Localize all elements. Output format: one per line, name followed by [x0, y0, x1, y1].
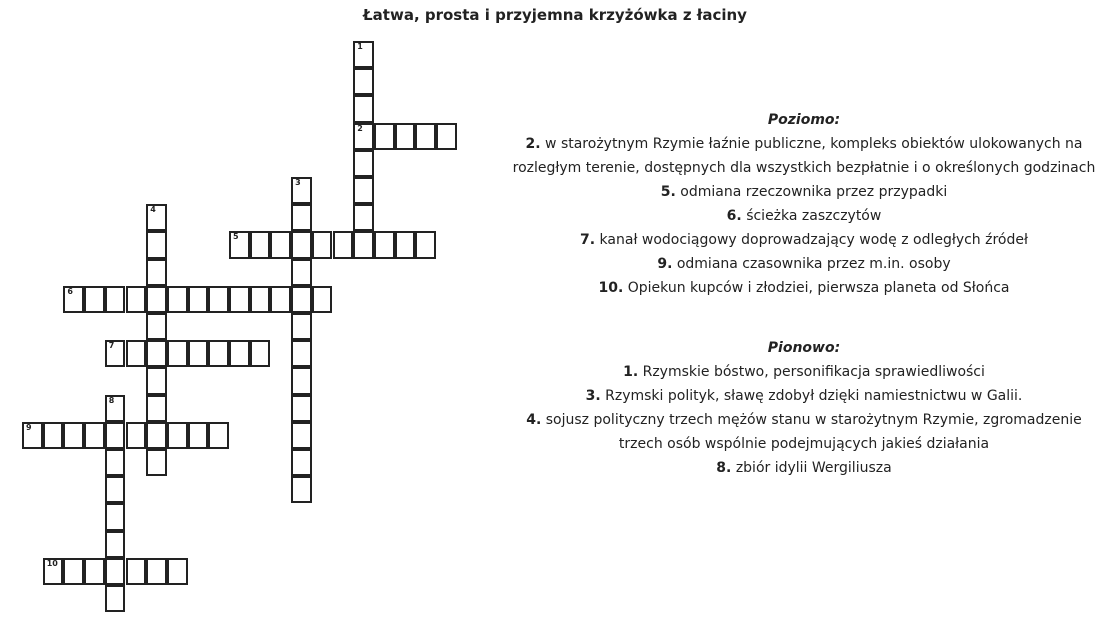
clue-item-number: 9.: [657, 256, 673, 272]
crossword-cell[interactable]: [353, 177, 374, 204]
crossword-cell[interactable]: [270, 231, 291, 258]
crossword-cell[interactable]: [63, 558, 84, 585]
clue-item: [505, 204, 1103, 228]
crossword-cell[interactable]: [43, 422, 64, 449]
crossword-cell[interactable]: [250, 286, 271, 313]
crossword-cell[interactable]: [105, 449, 126, 476]
crossword-cell[interactable]: [291, 259, 312, 286]
clue-item: [505, 384, 1103, 408]
crossword-cell[interactable]: [312, 286, 333, 313]
crossword-cell[interactable]: [146, 340, 167, 367]
clue-item-text: w starożytnym Rzymie łaźnie publiczne, kompleks obiektów ulokowanych na rozległym terenie, dostępnych dla wszystkich bezpłatnie i o określonych godzinach: [512, 136, 1096, 176]
clue-item: [505, 252, 1103, 276]
crossword-cell[interactable]: [188, 340, 209, 367]
crossword-cell[interactable]: [146, 367, 167, 394]
page-title: Łatwa, prosta i przyjemna krzyżówka z łaciny: [363, 6, 747, 24]
clue-item: [505, 132, 1103, 180]
crossword-cell[interactable]: [188, 422, 209, 449]
clue-number: 5: [233, 232, 239, 242]
clue-item-number: 7.: [580, 232, 596, 248]
crossword-cell[interactable]: [43, 558, 64, 585]
crossword-cell[interactable]: [374, 123, 395, 150]
crossword-cell[interactable]: [146, 286, 167, 313]
clue-item: [505, 360, 1103, 384]
crossword-cell[interactable]: [146, 231, 167, 258]
crossword-cell[interactable]: [436, 123, 457, 150]
crossword-cell[interactable]: [167, 340, 188, 367]
crossword-cell[interactable]: [188, 286, 209, 313]
down-clue-list: [505, 360, 1103, 480]
crossword-cell[interactable]: [167, 286, 188, 313]
crossword-cell[interactable]: [63, 286, 84, 313]
crossword-cell[interactable]: [353, 123, 374, 150]
crossword-cell[interactable]: [167, 558, 188, 585]
crossword-cell[interactable]: [312, 231, 333, 258]
clue-number: 3: [295, 178, 301, 187]
crossword-cell[interactable]: [126, 422, 147, 449]
clue-item-text: odmiana rzeczownika przez przypadki: [680, 184, 948, 200]
clue-item-number: 6.: [726, 208, 742, 224]
crossword-cell[interactable]: [353, 231, 374, 258]
clue-item-number: 4.: [526, 412, 542, 428]
clues-panel: [505, 108, 1103, 480]
crossword-cell[interactable]: [105, 503, 126, 530]
clue-item-text: Opiekun kupców i złodziei, pierwsza planeta od Słońca: [627, 280, 1010, 296]
clue-item: [505, 276, 1103, 300]
crossword-cell[interactable]: [208, 340, 229, 367]
clue-number: 9: [26, 422, 32, 432]
clue-item-text: Rzymskie bóstwo, personifikacja sprawiedliwości: [642, 364, 985, 380]
across-heading: Poziomo:: [767, 112, 841, 128]
crossword-cell[interactable]: [84, 422, 105, 449]
across-clue-list: [505, 132, 1103, 300]
clue-number: 2: [357, 123, 363, 133]
crossword-cell[interactable]: [333, 231, 354, 258]
crossword-cell[interactable]: [208, 422, 229, 449]
crossword-cell[interactable]: [126, 340, 147, 367]
crossword-cell[interactable]: [146, 395, 167, 422]
crossword-cell[interactable]: [291, 476, 312, 503]
crossword-cell[interactable]: [353, 204, 374, 231]
crossword-grid: [0, 0, 470, 619]
clue-item-text: sojusz polityczny trzech mężów stanu w starożytnym Rzymie, zgromadzenie trzech osób wspólnie podejmujących jakieś działania: [545, 412, 1082, 452]
crossword-cell[interactable]: [250, 231, 271, 258]
clue-item: [505, 180, 1103, 204]
crossword-cell[interactable]: [353, 150, 374, 177]
clue-item: [505, 408, 1103, 456]
crossword-cell[interactable]: [105, 558, 126, 585]
crossword-cell[interactable]: [415, 123, 436, 150]
crossword-cell[interactable]: [105, 585, 126, 612]
crossword-cell[interactable]: [105, 286, 126, 313]
crossword-cell[interactable]: [229, 286, 250, 313]
clue-item-number: 8.: [716, 460, 732, 476]
clue-number: 6: [67, 286, 73, 296]
crossword-cell[interactable]: [353, 95, 374, 122]
crossword-cell[interactable]: [146, 558, 167, 585]
crossword-cell[interactable]: [353, 41, 374, 68]
crossword-cell[interactable]: [291, 177, 312, 204]
crossword-cell[interactable]: [395, 231, 416, 258]
crossword-cell[interactable]: [374, 231, 395, 258]
crossword-cell[interactable]: [291, 367, 312, 394]
crossword-cell[interactable]: [291, 286, 312, 313]
crossword-cell[interactable]: [291, 449, 312, 476]
crossword-cell[interactable]: [105, 531, 126, 558]
clue-item-number: 3.: [585, 388, 601, 404]
crossword-cell[interactable]: [105, 476, 126, 503]
clue-spacer: [505, 300, 1103, 336]
crossword-cell[interactable]: [291, 204, 312, 231]
crossword-cell[interactable]: [208, 286, 229, 313]
crossword-cell[interactable]: [270, 286, 291, 313]
crossword-cell[interactable]: [291, 395, 312, 422]
crossword-cell[interactable]: [105, 340, 126, 367]
crossword-cell[interactable]: [353, 68, 374, 95]
clue-item-text: zbiór idylii Wergiliusza: [735, 460, 892, 476]
crossword-cell[interactable]: [291, 313, 312, 340]
crossword-cell[interactable]: [146, 313, 167, 340]
crossword-cell[interactable]: [105, 395, 126, 422]
crossword-cell[interactable]: [126, 286, 147, 313]
crossword-cell[interactable]: [415, 231, 436, 258]
crossword-cell[interactable]: [229, 340, 250, 367]
clue-number: 8: [108, 395, 115, 405]
crossword-cell[interactable]: [63, 422, 84, 449]
down-heading: Pionowo:: [767, 340, 841, 356]
crossword-cell[interactable]: [105, 422, 126, 449]
clue-item-text: ścieżka zaszczytów: [746, 208, 882, 224]
clue-number: 1: [357, 42, 363, 51]
clue-item-number: 5.: [660, 184, 676, 200]
crossword-cell[interactable]: [22, 422, 43, 449]
crossword-cell[interactable]: [291, 422, 312, 449]
clue-item-text: kanał wodociągowy doprowadzający wodę z odległych źródeł: [599, 232, 1028, 248]
clue-number: 10: [46, 558, 58, 568]
crossword-cell[interactable]: [146, 259, 167, 286]
crossword-cell[interactable]: [146, 449, 167, 476]
crossword-cell[interactable]: [250, 340, 271, 367]
crossword-cell[interactable]: [395, 123, 416, 150]
crossword-cell[interactable]: [126, 558, 147, 585]
clue-number: 4: [150, 205, 156, 215]
clue-item: [505, 228, 1103, 252]
clue-item-text: odmiana czasownika przez m.in. osoby: [676, 256, 951, 272]
crossword-cell[interactable]: [167, 422, 188, 449]
crossword-cell[interactable]: [291, 340, 312, 367]
clue-item-text: Rzymski polityk, sławę zdobył dzięki namiestnictwu w Galii.: [605, 388, 1023, 404]
clue-item-number: 2.: [525, 136, 541, 152]
clue-item-number: 10.: [598, 280, 624, 296]
crossword-cell[interactable]: [229, 231, 250, 258]
crossword-cell[interactable]: [146, 422, 167, 449]
clue-item: [505, 456, 1103, 480]
crossword-cell[interactable]: [84, 558, 105, 585]
clue-number: 7: [108, 341, 115, 351]
clue-item-number: 1.: [623, 364, 639, 380]
crossword-cell[interactable]: [146, 204, 167, 231]
crossword-cell[interactable]: [84, 286, 105, 313]
crossword-cell[interactable]: [291, 231, 312, 258]
